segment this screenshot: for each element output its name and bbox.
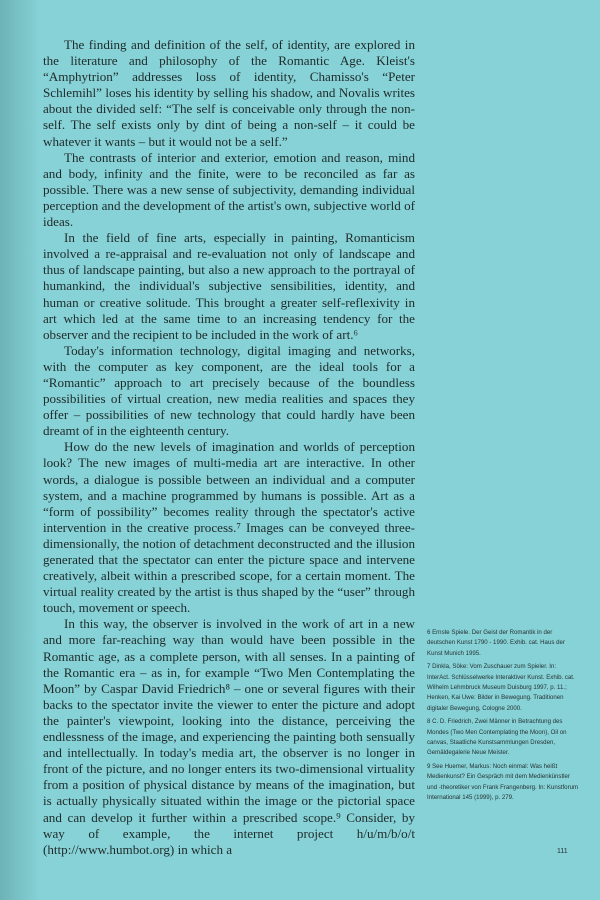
paragraph-observer: In this way, the observer is involved in the work of art in a new and more far-reaching way than would have been possible in the Romantic age, as a complete person, with all senses. In a painting of the Romantic era – as in, for example “Two Men Contemplating the Moon” by Caspar David Friedrich⁸ – one or several figures with their backs to the spectator invite the viewer to enter the picture and adopt the painter's viewpoint, looking into the distance, perceiving the endlessness of the image, and experiencing the painting both sensually and intellectually. In today's media art, the observer is no longer in front of the picture, and no longer enters its two-dimensional virtuality from a position of physical distance by means of the imagination, but is actually physically situated within the image or the pictorial space and can develop it further within a prescribed scope.⁹ Consider, by way of example, the internet project h/u/m/b/o/t (http://www.humbot.org) in which a (43, 616, 415, 857)
page-number: 111 (557, 848, 568, 855)
footnotes (427, 628, 579, 807)
footnote-8: 8 C. D. Friedrich, Zwei Männer in Betrachtung des Mondes (Two Men Contemplating the Moon), Oil on canvas, Staatliche Kunstsammlungen Dresden, Gemäldegalerie Neue Meister. (427, 718, 567, 757)
footnote-7: 7 Dinkla, Söke: Vom Zuschauer zum Spieler. In: InterAct. Schlüsselwerke Interaktiver Kunst. Exhib. cat. Wilhelm Lehmbruck Museum Duisburg 1997, p. 11.; Henken, Kai Uwe: Bilder in Bewegung. Traditionen digitaler Bewegung, Cologne 2000. (427, 663, 575, 712)
footnote-6: 6 Ernste Spiele. Der Geist der Romantik in der deutschen Kunst 1790 - 1990. Exhib. cat. Haus der Kunst Munich 1995. (427, 629, 565, 657)
main-body-text (43, 37, 415, 858)
binding-shadow (0, 0, 40, 900)
paragraph-contrasts: The contrasts of interior and exterior, emotion and reason, mind and body, infinity and the finite, were to be reconciled as far as possible. There was a new sense of subjectivity, demanding individual perception and the development of the artist's own, subjective world of ideas. (43, 149, 415, 230)
footnote-9: 9 See Huemer, Markus: Noch einmal: Was heißt Medienkunst? Ein Gespräch mit dem Medienkünstler und -theoretiker von Frank Frangenberg. In: Kunstforum International 145 (1999), p. 279. (427, 762, 579, 802)
paragraph-new-levels: How do the new levels of imagination and worlds of perception look? The new images of multi-media art are interactive. In other words, a dialogue is possible between an individual and a computer system, and a machine programmed by humans is possible. Art as a “form of possibility” becomes reality through the spectator's active intervention in the creative process.⁷ Images can be conveyed three-dimensionally, the notion of detachment deconstructed and the illusion generated that the spectator can enter the picture space and intervene creatively, albeit within a prescribed scope, for a certain moment. The virtual reality created by the artist is thus shaped by the “user” through touch, movement or speech. (43, 439, 415, 616)
paragraph-identity: The finding and definition of the self, of identity, are explored in the literature and philosophy of the Romantic Age. Kleist's “Amphytrion” addresses loss of identity, Chamisso's “Peter Schlemihl” loses his identity by selling his shadow, and Novalis writes about the divided self: “The self is conceivable only through the non-self. The self exists only by dint of being a non-self – it could be whatever it wants – but it would not be a self.” (43, 37, 415, 149)
paragraph-information-technology: Today's information technology, digital imaging and networks, with the computer as key component, are the ideal tools for a “Romantic” approach to art precisely because of the boundless possibilities of virtual creation, new media realities and spaces they offer – possibilities of new technology that could hardly have been dreamt of in the eighteenth century. (43, 342, 415, 439)
paragraph-fine-arts: In the field of fine arts, especially in painting, Romanticism involved a re-appraisal and re-evaluation not only of landscape and thus of landscape painting, but also a new approach to the portrayal of humankind, the individual's subjective sensibilities, identity, and human or creative solitude. This brought a greater self-reflexivity in art which led at the same time to an increasing tendency for the observer and the recipient to be included in the work of art.⁶ (43, 230, 415, 342)
